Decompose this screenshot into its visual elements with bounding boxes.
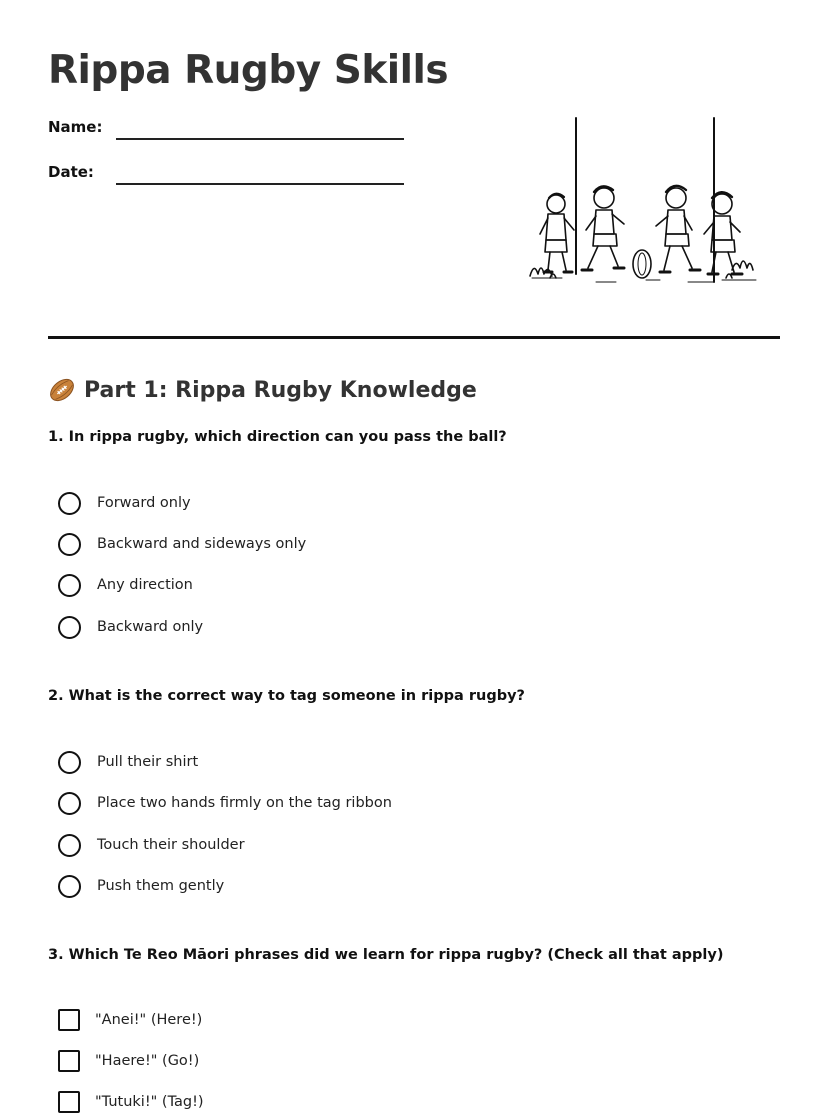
option-label: "Anei!" (Here!): [95, 1012, 203, 1028]
radio-button[interactable]: [58, 792, 81, 815]
worksheet-title: Rippa Rugby Skills: [48, 48, 449, 93]
question-text: 1. In rippa rugby, which direction can you pass the ball?: [48, 429, 507, 445]
kids-playing-rugby-illustration: [526, 112, 766, 294]
option-label: Pull their shirt: [97, 754, 199, 770]
option-label: Forward only: [97, 495, 191, 511]
answer-option[interactable]: [58, 572, 193, 598]
section-divider: [48, 336, 780, 339]
answer-option[interactable]: [58, 749, 198, 775]
section-heading: [48, 374, 477, 406]
section-heading-text: Part 1: Rippa Rugby Knowledge: [84, 377, 477, 403]
checkbox[interactable]: [58, 1050, 80, 1072]
answer-option[interactable]: [58, 490, 191, 516]
question-text: 3. Which Te Reo Māori phrases did we learn for rippa rugby? (Check all that apply): [48, 947, 724, 963]
radio-button[interactable]: [58, 492, 81, 515]
radio-button[interactable]: [58, 533, 81, 556]
option-label: Backward only: [97, 619, 204, 635]
option-label: "Haere!" (Go!): [95, 1053, 200, 1069]
option-label: "Tutuki!" (Tag!): [95, 1094, 204, 1110]
rugby-ball-icon: [48, 376, 76, 404]
answer-option[interactable]: [58, 1089, 204, 1115]
radio-button[interactable]: [58, 574, 81, 597]
option-label: Touch their shoulder: [97, 837, 245, 853]
date-field-row: [48, 163, 408, 187]
answer-option[interactable]: [58, 1048, 199, 1074]
answer-option[interactable]: [58, 832, 245, 858]
date-field[interactable]: [116, 183, 404, 185]
name-label: Name:: [48, 118, 103, 136]
name-field[interactable]: [116, 138, 404, 140]
radio-button[interactable]: [58, 834, 81, 857]
option-label: Any direction: [97, 577, 193, 593]
name-field-row: [48, 118, 408, 142]
radio-button[interactable]: [58, 875, 81, 898]
option-label: Backward and sideways only: [97, 536, 307, 552]
answer-option[interactable]: [58, 873, 224, 899]
radio-button[interactable]: [58, 616, 81, 639]
answer-option[interactable]: [58, 614, 203, 640]
checkbox[interactable]: [58, 1091, 80, 1113]
date-label: Date:: [48, 163, 94, 181]
checkbox[interactable]: [58, 1009, 80, 1031]
option-label: Push them gently: [97, 878, 225, 894]
answer-option[interactable]: [58, 531, 306, 557]
option-label: Place two hands firmly on the tag ribbon: [97, 795, 392, 811]
radio-button[interactable]: [58, 751, 81, 774]
answer-option[interactable]: [58, 1007, 202, 1033]
answer-option[interactable]: [58, 790, 392, 816]
question-text: 2. What is the correct way to tag someone in rippa rugby?: [48, 688, 525, 704]
